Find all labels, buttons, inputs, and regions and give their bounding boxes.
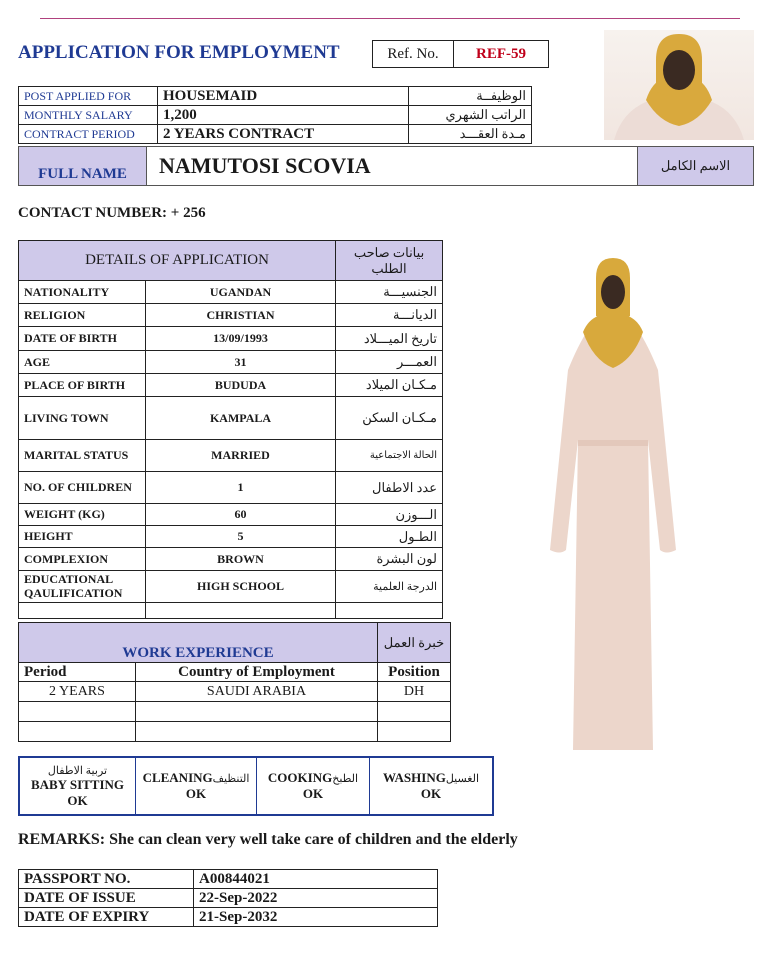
detail-label: NATIONALITY <box>19 281 146 304</box>
detail-label: LIVING TOWN <box>19 397 146 440</box>
salary-label: MONTHLY SALARY <box>19 106 158 125</box>
detail-arabic: مـكـان السكن <box>336 397 443 440</box>
passport-row <box>19 908 438 927</box>
detail-arabic: مـكـان الميلاد <box>336 374 443 397</box>
skill-value: OK <box>420 786 442 801</box>
full-name-value: NAMUTOSI SCOVIA <box>159 153 371 178</box>
detail-label: DATE OF BIRTH <box>19 327 146 351</box>
detail-arabic: الدرجة العلمية <box>336 571 443 603</box>
skill-label: CLEANING <box>142 770 213 785</box>
work-row <box>19 682 451 702</box>
work-country: SAUDI ARABIA <box>136 682 378 702</box>
detail-row-education <box>19 571 443 603</box>
detail-value: 13/09/1993 <box>146 327 336 351</box>
contact-value: + 256 <box>170 205 206 221</box>
passport-label: DATE OF EXPIRY <box>19 908 194 927</box>
skill-value: OK <box>185 786 207 801</box>
detail-row-religion <box>19 304 443 327</box>
skills-box <box>18 756 494 816</box>
passport-row <box>19 889 438 908</box>
work-header: WORK EXPERIENCE <box>19 623 378 663</box>
salary-arabic: الراتب الشهري <box>409 106 532 125</box>
detail-row-weight <box>19 504 443 526</box>
detail-arabic: الديانـــة <box>336 304 443 327</box>
detail-label: WEIGHT (KG) <box>19 504 146 526</box>
detail-value: UGANDAN <box>146 281 336 304</box>
skill-value: OK <box>67 792 88 808</box>
detail-value: 1 <box>146 472 336 504</box>
remarks-text: She can clean very well take care of children and the elderly <box>109 831 518 848</box>
full-name-label: FULL NAME <box>19 147 147 185</box>
skill-baby-sitting <box>20 758 136 814</box>
remarks <box>18 831 518 849</box>
detail-row-complexion <box>19 548 443 571</box>
detail-label: EDUCATIONAL QAULIFICATION <box>19 571 146 603</box>
skill-label: WASHING <box>382 770 446 785</box>
detail-row-empty <box>19 603 443 619</box>
detail-row-marital-status <box>19 440 443 472</box>
detail-row-age <box>19 351 443 374</box>
work-row-empty <box>19 722 451 742</box>
passport-table <box>18 869 438 927</box>
full-name-row <box>18 146 754 186</box>
remarks-label: REMARKS: <box>18 831 106 848</box>
details-header-arabic: بيانات صاحب الطلب <box>336 241 443 281</box>
detail-value: HIGH SCHOOL <box>146 571 336 603</box>
work-table <box>18 622 451 742</box>
col-position: Position <box>378 663 451 682</box>
detail-value: BUDUDA <box>146 374 336 397</box>
detail-arabic: لون البشرة <box>336 548 443 571</box>
detail-arabic: الـــوزن <box>336 504 443 526</box>
skill-cooking <box>257 758 370 814</box>
detail-label: PLACE OF BIRTH <box>19 374 146 397</box>
passport-label: PASSPORT NO. <box>19 870 194 889</box>
detail-value: BROWN <box>146 548 336 571</box>
contract-value: 2 YEARS CONTRACT <box>158 125 409 144</box>
contract-label: CONTRACT PERIOD <box>19 125 158 144</box>
portrait-photo <box>604 30 754 140</box>
detail-label: AGE <box>19 351 146 374</box>
detail-value: KAMPALA <box>146 397 336 440</box>
top-rule <box>40 18 740 19</box>
detail-value: 31 <box>146 351 336 374</box>
details-header: DETAILS OF APPLICATION <box>19 241 336 281</box>
details-table <box>18 240 443 619</box>
detail-arabic: الحالة الاجتماعية <box>336 440 443 472</box>
detail-row-children <box>19 472 443 504</box>
full-body-photo <box>538 250 688 760</box>
detail-arabic: الجنسيـــة <box>336 281 443 304</box>
work-period: 2 YEARS <box>19 682 136 702</box>
detail-value: CHRISTIAN <box>146 304 336 327</box>
detail-row-place-of-birth <box>19 374 443 397</box>
passport-value: 22-Sep-2022 <box>194 889 438 908</box>
detail-value: 5 <box>146 526 336 548</box>
ref-value: REF-59 <box>476 46 526 62</box>
page-title: APPLICATION FOR EMPLOYMENT <box>18 42 340 63</box>
col-period: Period <box>19 663 136 682</box>
detail-value: MARRIED <box>146 440 336 472</box>
detail-row-living-town <box>19 397 443 440</box>
skill-arabic: الطبخ <box>332 773 359 785</box>
detail-row-nationality <box>19 281 443 304</box>
skill-washing <box>370 758 492 814</box>
skill-label: COOKING <box>267 770 333 785</box>
full-name-arabic: الاسم الكامل <box>637 147 753 185</box>
passport-value: 21-Sep-2032 <box>194 908 438 927</box>
detail-label: NO. OF CHILDREN <box>19 472 146 504</box>
contact-line <box>18 205 206 222</box>
full-body-figure-icon <box>538 250 688 760</box>
post-label: POST APPLIED FOR <box>19 87 158 106</box>
passport-row <box>19 870 438 889</box>
work-position: DH <box>378 682 451 702</box>
post-table <box>18 86 532 144</box>
detail-value: 60 <box>146 504 336 526</box>
passport-value: A00844021 <box>194 870 438 889</box>
salary-value: 1,200 <box>158 106 409 125</box>
work-header-arabic: خبرة العمل <box>378 623 451 663</box>
passport-label: DATE OF ISSUE <box>19 889 194 908</box>
skill-arabic: الغسيل <box>445 773 480 785</box>
skill-arabic: تربية الاطفال <box>47 764 108 777</box>
post-value: HOUSEMAID <box>158 87 409 106</box>
detail-label: MARITAL STATUS <box>19 440 146 472</box>
skill-cleaning <box>136 758 257 814</box>
ref-label: Ref. No. <box>373 41 454 67</box>
detail-arabic: العمـــر <box>336 351 443 374</box>
ref-box <box>372 40 549 68</box>
skill-label: BABY SITTING <box>30 776 125 792</box>
col-country: Country of Employment <box>136 663 378 682</box>
skill-value: OK <box>302 786 324 801</box>
contract-arabic: مـدة العقـــد <box>409 125 532 144</box>
portrait-figure-icon <box>604 30 754 140</box>
detail-arabic: عدد الاطفال <box>336 472 443 504</box>
detail-label: RELIGION <box>19 304 146 327</box>
detail-row-height <box>19 526 443 548</box>
skill-arabic: التنظيف <box>212 773 250 785</box>
detail-label: COMPLEXION <box>19 548 146 571</box>
post-arabic: الوظيفــة <box>409 87 532 106</box>
contact-label: CONTACT NUMBER: <box>18 205 168 221</box>
detail-row-dob <box>19 327 443 351</box>
detail-arabic: الطـول <box>336 526 443 548</box>
detail-label: HEIGHT <box>19 526 146 548</box>
work-row-empty <box>19 702 451 722</box>
detail-arabic: تاريخ الميـــلاد <box>336 327 443 351</box>
